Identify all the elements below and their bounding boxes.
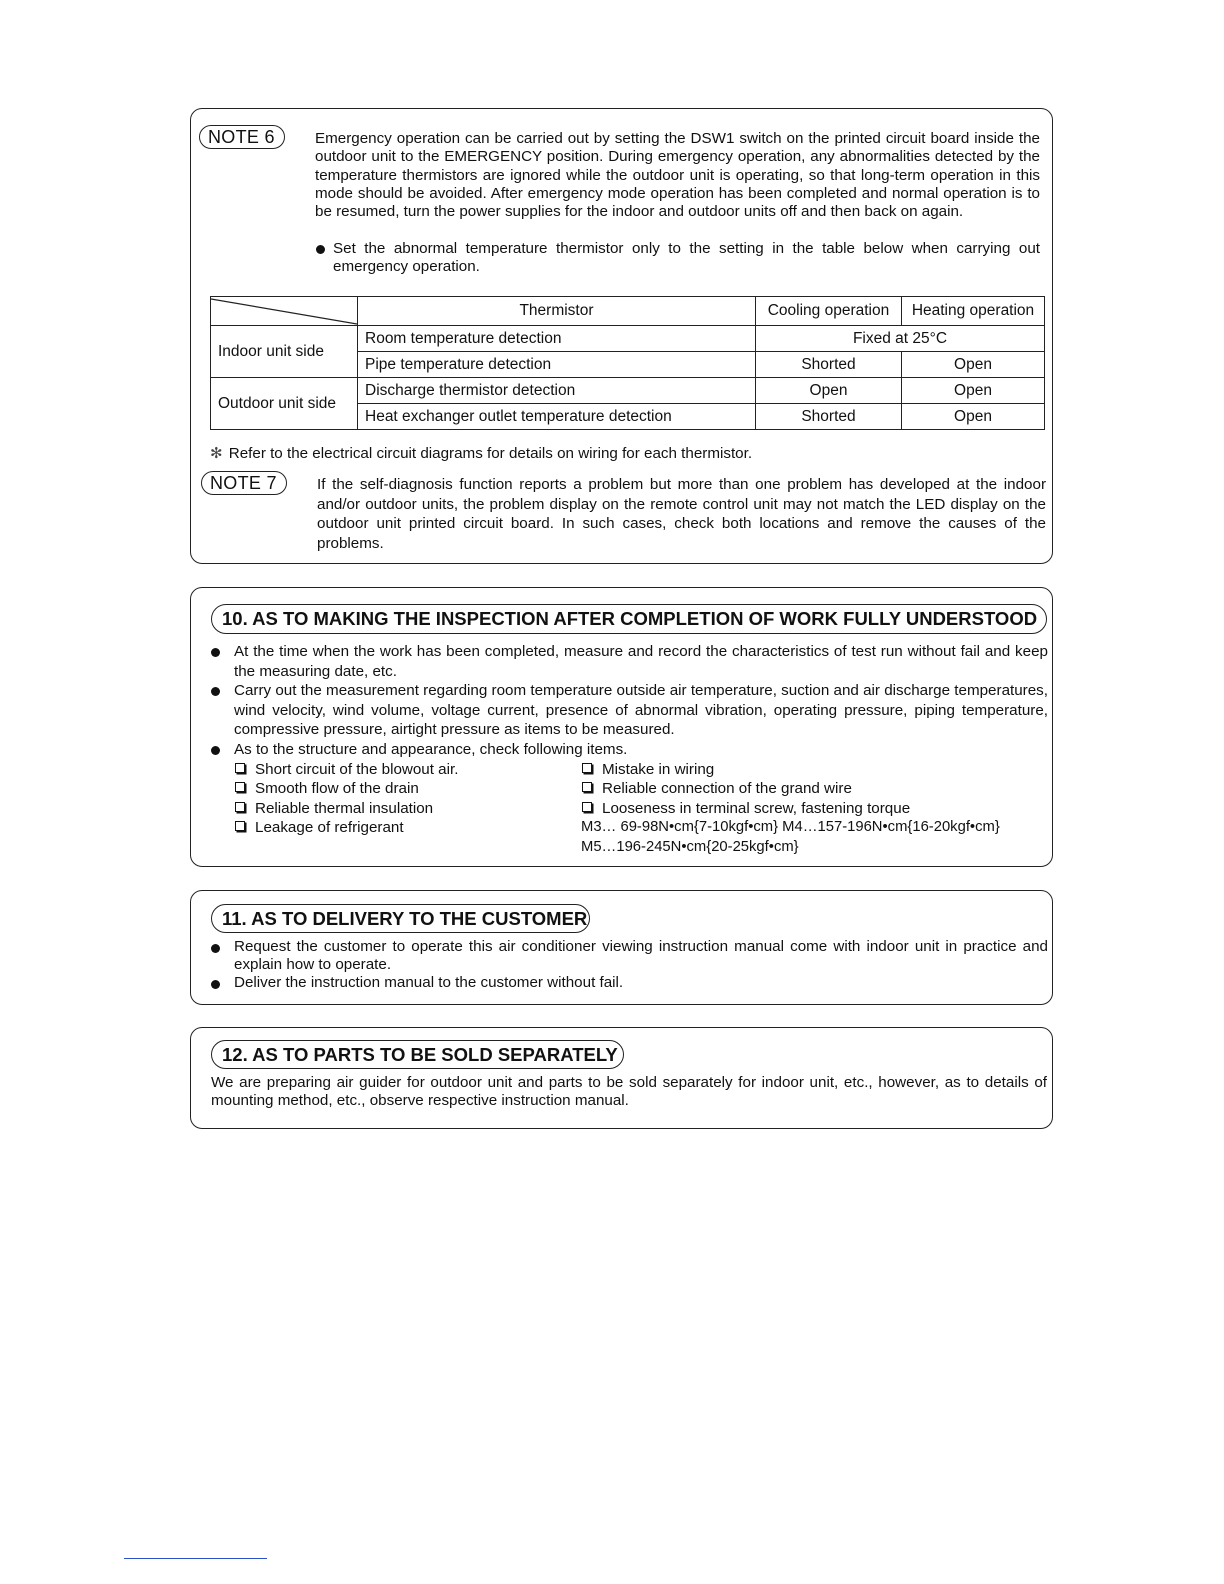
section11-title: 11. AS TO DELIVERY TO THE CUSTOMER: [211, 904, 590, 933]
check-item: [582, 760, 714, 780]
bullet-text: Request the customer to operate this air conditioner viewing instruction manual come with indoor unit in practice and explain how to operate.: [234, 938, 1048, 974]
header-thermistor: Thermistor: [358, 297, 756, 326]
table-footnote: [210, 445, 1040, 463]
section10-bullet-2: [210, 681, 1048, 740]
note6-bullet-text: Set the abnormal temperature thermistor only to the setting in the table below when carrying out emergency operation.: [333, 240, 1040, 276]
bullet-dot: [316, 245, 325, 254]
check-item: [582, 799, 910, 819]
check-item: [235, 818, 404, 838]
section11-bullet-2: [210, 974, 1048, 992]
diagonal-line: [211, 297, 357, 325]
torque-line-1: M3… 69-98N•cm{7-10kgf•cm} M4…157-196N•cm{16-20kgf•cm}: [581, 819, 1000, 835]
bullet-text: Carry out the measurement regarding room temperature outside air temperature, suction and air discharge temperatures, wind velocity, wind volume, voltage current, presence of abnormal vibration, operating pressure, piping temperature, compressive pressure, airtight pressure as items to be measured.: [234, 682, 1048, 738]
cooling-cell: Shorted: [756, 404, 902, 430]
footnote-text: Refer to the electrical circuit diagrams for details on wiring for each thermistor.: [228, 445, 753, 462]
checkbox-icon: [235, 782, 245, 792]
header-cooling: Cooling operation: [756, 297, 902, 326]
note6-bullet: [315, 240, 1040, 277]
note7-label: NOTE 7: [201, 471, 287, 495]
section10-title: 10. AS TO MAKING THE INSPECTION AFTER COMPLETION OF WORK FULLY UNDERSTOOD: [211, 604, 1047, 634]
check-item: [235, 760, 458, 780]
checkbox-icon: [235, 802, 245, 812]
thermistor-cell: Discharge thermistor detection: [358, 378, 756, 404]
check-text: Smooth flow of the drain: [255, 780, 419, 797]
check-text: Mistake in wiring: [602, 761, 715, 778]
bullet-dot: [211, 687, 220, 696]
heating-cell: Open: [902, 404, 1045, 430]
check-text: Leakage of refrigerant: [255, 819, 404, 836]
checkbox-icon: [582, 802, 592, 812]
note6-label: NOTE 6: [199, 125, 285, 149]
thermistor-table: [210, 296, 1045, 430]
cooling-cell: Open: [756, 378, 902, 404]
section12-title: 12. AS TO PARTS TO BE SOLD SEPARATELY: [211, 1040, 624, 1069]
footer-link-rule: [124, 1558, 267, 1559]
checkbox-icon: [582, 782, 592, 792]
heating-cell: Open: [902, 378, 1045, 404]
diagonal-header-cell: [211, 297, 358, 326]
section10-bullet-1: [210, 642, 1048, 681]
check-text: Reliable thermal insulation: [255, 800, 434, 817]
bullet-text: Deliver the instruction manual to the customer without fail.: [234, 974, 624, 991]
check-item: [582, 779, 852, 799]
heating-cell: Open: [902, 352, 1045, 378]
bullet-dot: [211, 980, 220, 989]
side-cell: Outdoor unit side: [211, 378, 358, 430]
bullet-text: At the time when the work has been completed, measure and record the characteristics of test run without fail and keep the measuring date, etc.: [234, 643, 1048, 680]
section12-text: We are preparing air guider for outdoor unit and parts to be sold separately for indoor unit, etc., however, as to details of mounting method, etc., observe respective instruction manual.: [211, 1074, 1047, 1110]
table-header-row: [211, 297, 1045, 326]
check-item: [235, 799, 433, 819]
header-heating: Heating operation: [902, 297, 1045, 326]
bullet-dot: [211, 944, 220, 953]
torque-line-2: M5…196-245N•cm{20-25kgf•cm}: [581, 839, 799, 855]
bullet-dot: [211, 648, 220, 657]
note7-text: If the self-diagnosis function reports a problem but more than one problem has developed at the indoor and/or outdoor units, the problem display on the remote control unit may not match the LED display on the outdoor unit printed circuit board. In such cases, check both locations and remove the causes of the problems.: [317, 476, 1046, 552]
cooling-cell: Shorted: [756, 352, 902, 378]
bullet-dot: [211, 746, 220, 755]
checkbox-icon: [582, 763, 592, 773]
thermistor-cell: Heat exchanger outlet temperature detection: [358, 404, 756, 430]
asterisk-icon: ✻: [210, 445, 223, 462]
checkbox-icon: [235, 763, 245, 773]
section10-bullet-3: [210, 740, 1048, 760]
checkbox-icon: [235, 821, 245, 831]
thermistor-cell: Room temperature detection: [358, 326, 756, 352]
merged-value-cell: Fixed at 25°C: [756, 326, 1045, 352]
section11-bullet-1: [210, 938, 1048, 975]
side-cell: Indoor unit side: [211, 326, 358, 378]
check-text: Reliable connection of the grand wire: [602, 780, 852, 797]
table-row: [211, 378, 1045, 404]
note6-text: Emergency operation can be carried out by setting the DSW1 switch on the printed circuit board inside the outdoor unit to the EMERGENCY position. During emergency operation, any abnormalities detected by the temperature thermistors are ignored while the outdoor unit is operating, so that long-term operation in this mode should be avoided. After emergency mode operation has been completed and normal operation is to be resumed, turn the power supplies for the indoor and outdoor units off and then back on again.: [315, 130, 1040, 221]
check-text: Looseness in terminal screw, fastening torque: [602, 800, 911, 817]
table-row: [211, 326, 1045, 352]
check-text: Short circuit of the blowout air.: [255, 761, 459, 778]
check-item: [235, 779, 419, 799]
thermistor-cell: Pipe temperature detection: [358, 352, 756, 378]
bullet-text: As to the structure and appearance, check following items.: [234, 741, 628, 758]
